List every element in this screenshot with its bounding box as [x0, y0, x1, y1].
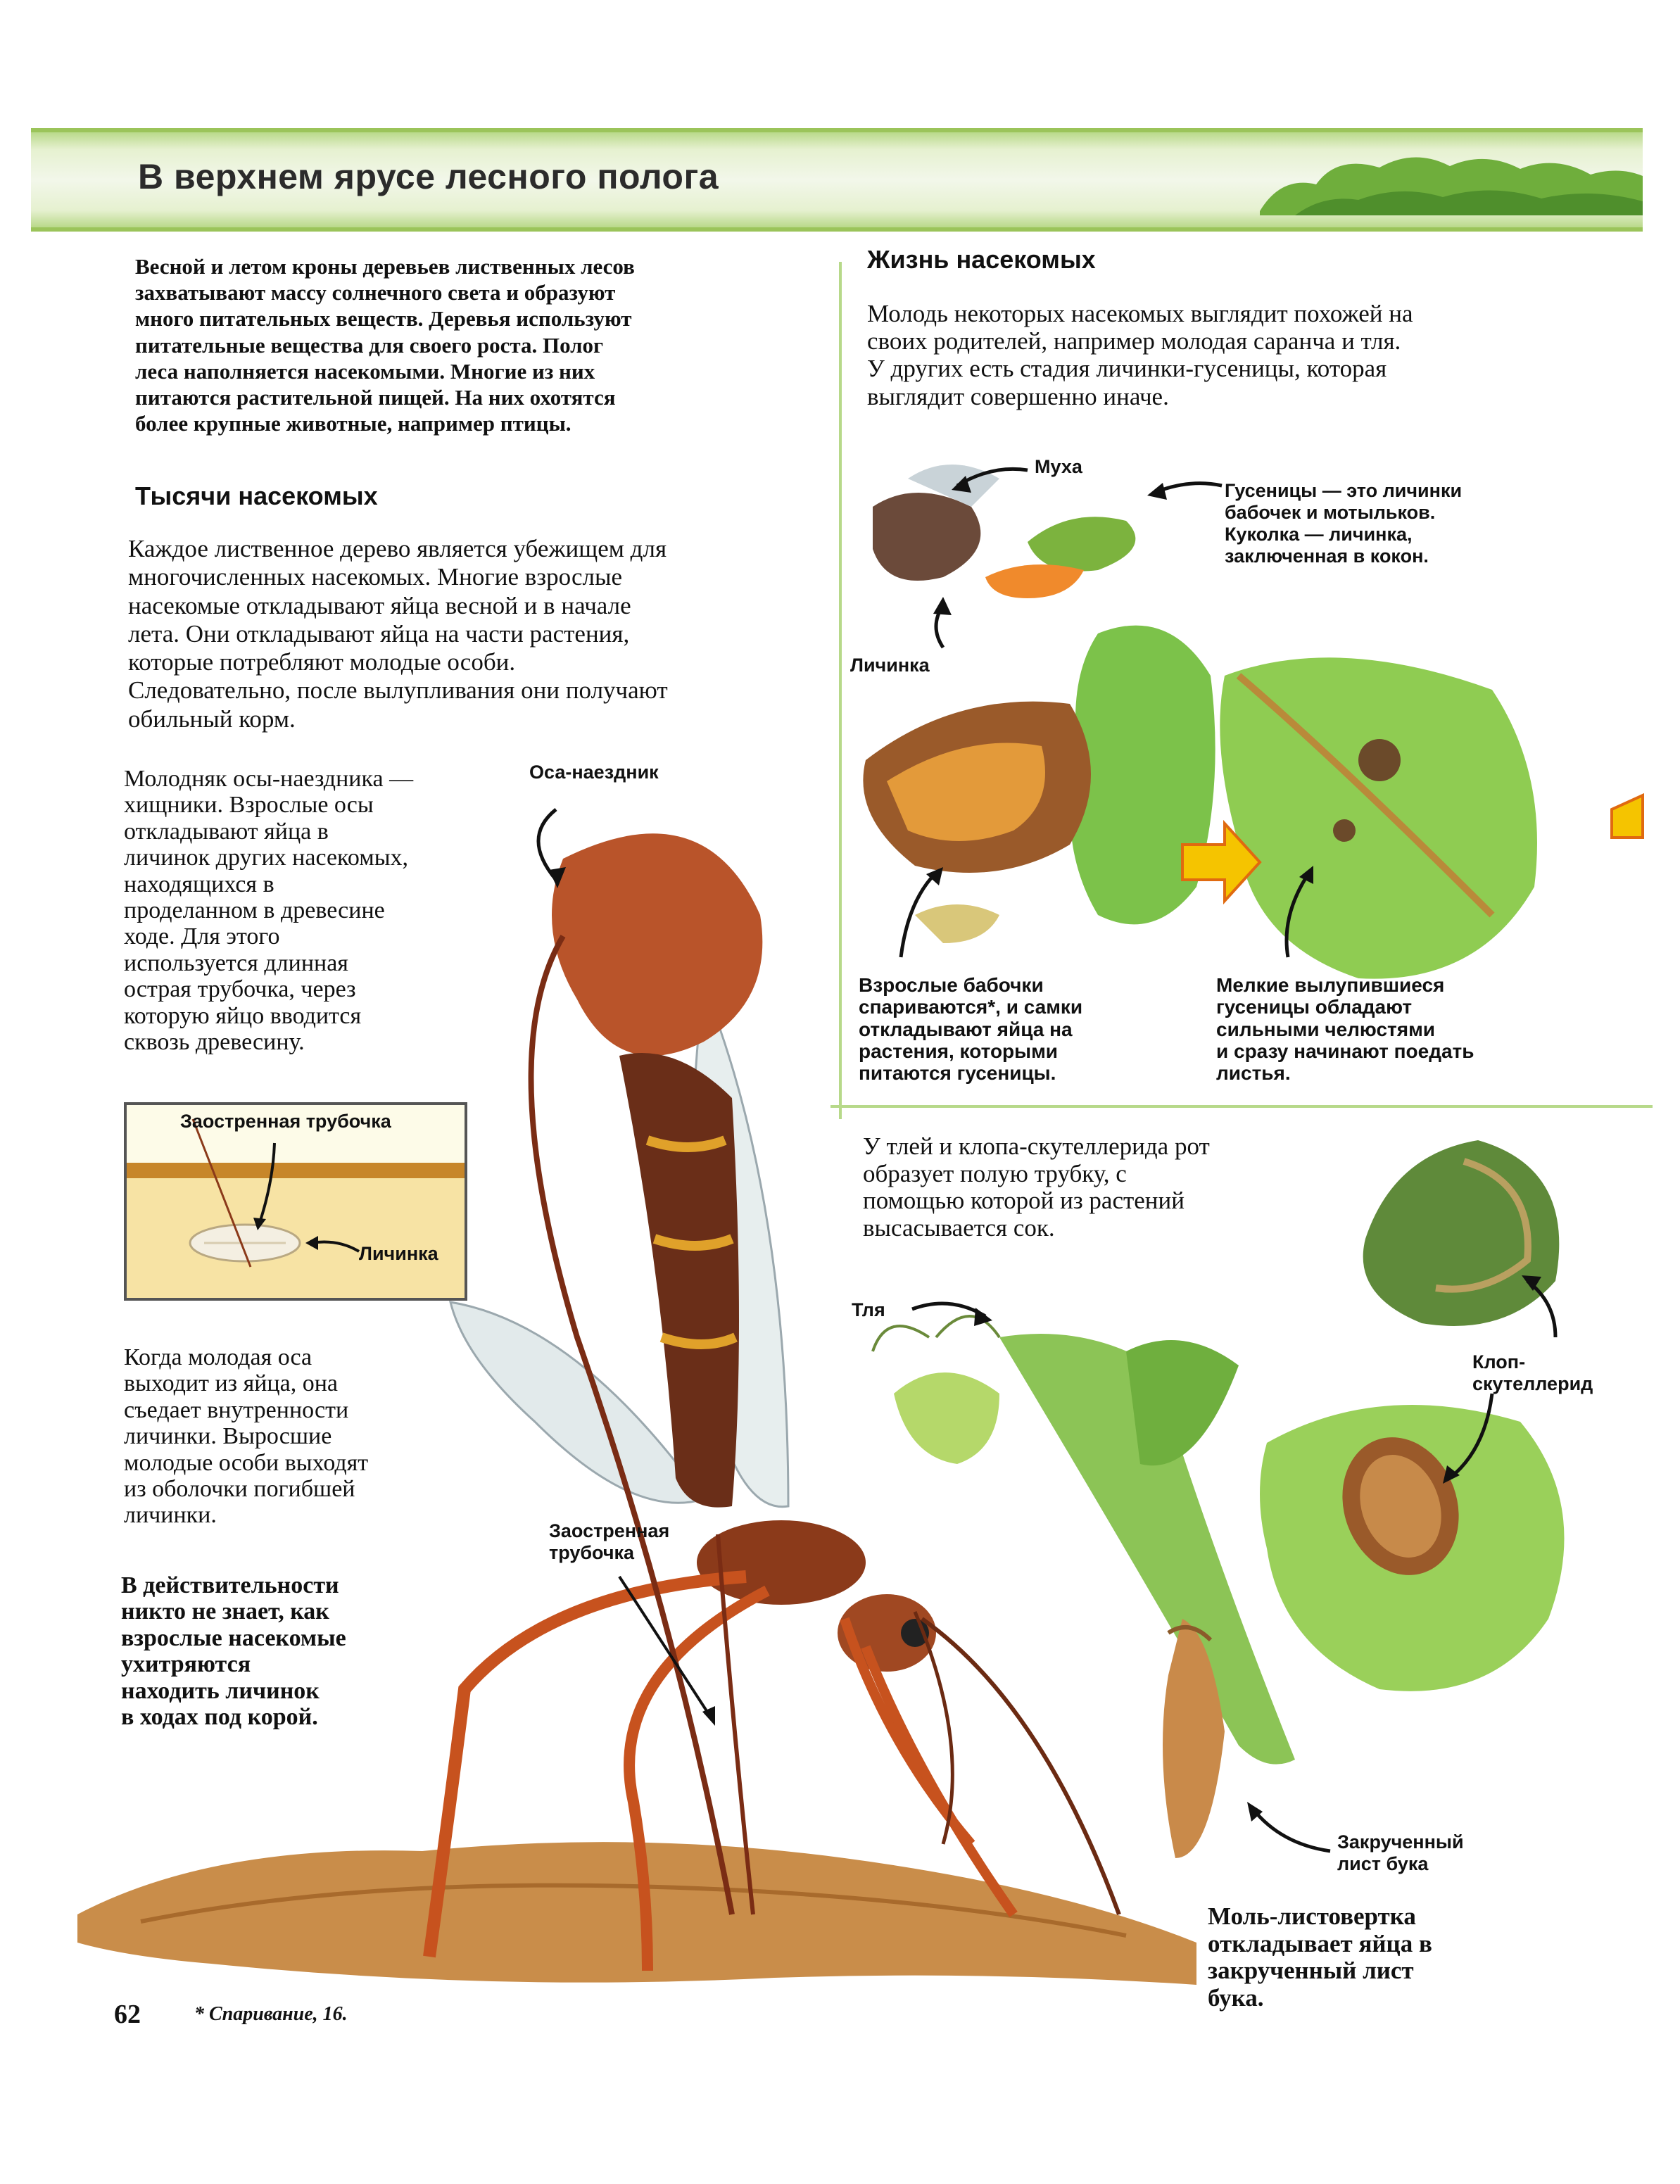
- label-fly: Муха: [1035, 456, 1082, 477]
- header-trees: [1260, 157, 1643, 215]
- page-number: 62: [114, 2000, 141, 2029]
- caption-adult-butterflies: Взрослые бабочки спариваются*, и самки откладывают яйца на растения, которыми питаются гусеницы.: [859, 974, 1083, 1085]
- label-rolled-beech-leaf: Закрученный лист бука: [1337, 1831, 1464, 1875]
- label-caterpillars: Гусеницы — это личинки бабочек и мотыльков. Куколка — личинка, заключенная в кокон.: [1225, 480, 1463, 567]
- label-wasp: Оса-наездник: [529, 762, 659, 783]
- label-shield-bug: Клоп- скутеллерид: [1472, 1351, 1593, 1395]
- inset-larva-diagram: [124, 1102, 467, 1301]
- paragraph-reality: В действительности никто не знает, как взрослые насекомые ухитряются находить личинок в ходах под корой.: [121, 1572, 346, 1730]
- footnote: * Спаривание, 16.: [194, 2003, 348, 2025]
- paragraph-leafroller-moth: Моль-листовертка откладывает яйца в закрученный лист бука.: [1208, 1902, 1432, 2012]
- caption-hatchlings: Мелкие вылупившиеся гусеницы обладают сильными челюстями и сразу начинают поедать листья.: [1216, 974, 1474, 1085]
- label-pointed-tube: Заостренная трубочка: [549, 1520, 670, 1564]
- aphid-bug-scene: [873, 1140, 1565, 1858]
- paragraph-aphids: У тлей и клопа-скутеллерида рот образует полую трубку, с помощью которой из растений высасывается сок.: [863, 1132, 1210, 1242]
- label-larva: Личинка: [850, 655, 930, 676]
- paragraph-young-wasp: Когда молодая оса выходит из яйца, она съедает внутренности личинки. Выросшие молодые особи выходят из оболочки погибшей личинки.: [124, 1344, 369, 1529]
- heading-insect-life: Жизнь насекомых: [867, 245, 1096, 274]
- inset-illustration: [127, 1105, 465, 1298]
- intro-paragraph: Весной и летом кроны деревьев лиственных лесов захватывают массу солнечного света и образуют много питательных веществ. Деревья используют питательные вещества для своего роста. Полог леса наполняется насекомыми. Многие из них питаются растительной пищей. На них охотятся более крупные животные, например птицы.: [135, 254, 635, 436]
- inset-label-tube: Заостренная трубочка: [180, 1111, 391, 1132]
- heading-thousands-of-insects: Тысячи насекомых: [135, 481, 378, 510]
- paragraph-insect-life: Молодь некоторых насекомых выглядит похожей на своих родителей, например молодая саранча и тля. У других есть стадия личинки-гусеницы, которая выглядит совершенно иначе.: [867, 300, 1413, 410]
- page-title: В верхнем ярусе лесного полога: [138, 157, 719, 196]
- column-divider: [839, 262, 842, 1119]
- section-divider: [830, 1105, 1653, 1108]
- paragraph-wasp: Молодняк осы-наездника — хищники. Взрослые осы откладывают яйца в личинок других насекомых, находящихся в проделанном в древесине ходе. Для этого используется длинная острая трубочка, через которую яйцо вводится сквозь древесину.: [124, 766, 414, 1055]
- inset-label-larva: Личинка: [359, 1243, 438, 1264]
- paragraph-thousands: Каждое лиственное дерево является убежищем для многочисленных насекомых. Многие взрослые насекомые откладывают яйца весной и в начале лета. Они откладывают яйца на части растения, которые потребляют молодые особи. Следовательно, после вылупливания они получают обильный корм.: [128, 535, 668, 733]
- label-aphid: Тля: [852, 1299, 885, 1320]
